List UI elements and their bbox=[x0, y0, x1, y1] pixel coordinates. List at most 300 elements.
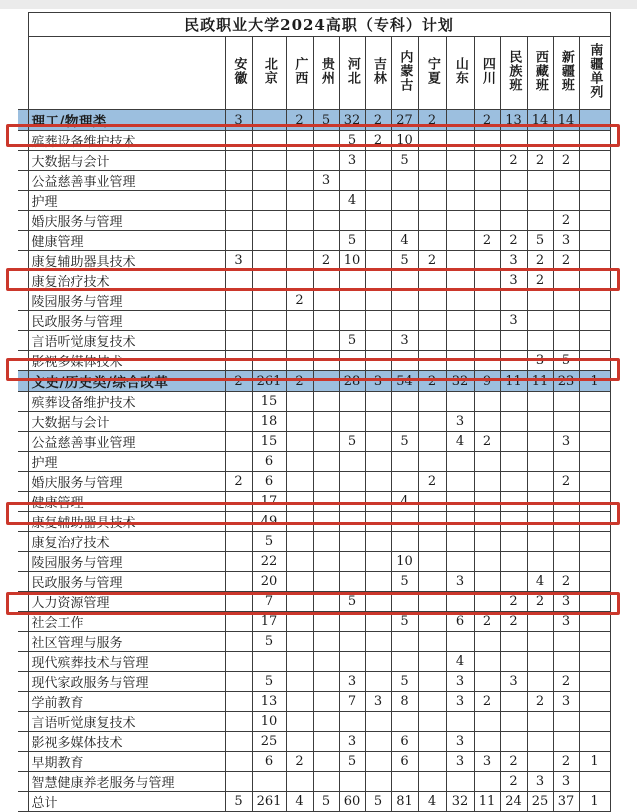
value-cell bbox=[225, 412, 252, 432]
value-cell: 5 bbox=[339, 432, 365, 452]
value-cell bbox=[500, 472, 527, 492]
value-cell: 2 bbox=[500, 231, 527, 251]
value-cell bbox=[313, 151, 339, 171]
col-header-0 bbox=[225, 37, 252, 110]
value-cell bbox=[365, 652, 391, 672]
col-header-label: 广西 bbox=[292, 57, 308, 85]
row-label: 早期教育 bbox=[28, 752, 225, 772]
value-cell: 9 bbox=[474, 371, 500, 392]
value-cell: 2 bbox=[418, 472, 446, 492]
value-cell bbox=[418, 191, 446, 211]
value-cell bbox=[286, 151, 313, 171]
value-cell bbox=[527, 452, 553, 472]
value-cell bbox=[313, 452, 339, 472]
value-cell bbox=[500, 191, 527, 211]
value-cell: 22 bbox=[252, 552, 286, 572]
value-cell bbox=[527, 472, 553, 492]
value-cell bbox=[579, 231, 610, 251]
row-label: 陵园服务与管理 bbox=[28, 291, 225, 311]
value-cell: 2 bbox=[474, 110, 500, 131]
value-cell bbox=[225, 772, 252, 792]
value-cell bbox=[579, 732, 610, 752]
highlight-box bbox=[6, 592, 620, 615]
table-row bbox=[18, 532, 610, 552]
value-cell: 10 bbox=[339, 251, 365, 271]
value-cell bbox=[527, 171, 553, 191]
table-row bbox=[18, 772, 610, 792]
value-cell: 5 bbox=[339, 752, 365, 772]
value-cell bbox=[579, 572, 610, 592]
value-cell bbox=[579, 712, 610, 732]
value-cell bbox=[365, 532, 391, 552]
row-label: 学前教育 bbox=[28, 692, 225, 712]
value-cell: 13 bbox=[500, 110, 527, 131]
value-cell: 2 bbox=[286, 371, 313, 392]
value-cell bbox=[579, 672, 610, 692]
value-cell: 2 bbox=[365, 131, 391, 151]
col-header-label: 宁夏 bbox=[424, 57, 440, 85]
value-cell: 6 bbox=[252, 452, 286, 472]
value-cell bbox=[527, 331, 553, 351]
value-cell bbox=[474, 412, 500, 432]
value-cell: 3 bbox=[225, 251, 252, 271]
value-cell bbox=[527, 672, 553, 692]
value-cell: 5 bbox=[527, 231, 553, 251]
value-cell bbox=[446, 532, 474, 552]
value-cell bbox=[418, 331, 446, 351]
value-cell bbox=[286, 532, 313, 552]
value-cell bbox=[500, 412, 527, 432]
value-cell: 6 bbox=[391, 732, 418, 752]
value-cell bbox=[418, 392, 446, 412]
left-strip-cell bbox=[18, 632, 28, 652]
row-label: 公益慈善事业管理 bbox=[28, 432, 225, 452]
left-strip-cell bbox=[18, 552, 28, 572]
value-cell bbox=[474, 291, 500, 311]
value-cell: 3 bbox=[339, 151, 365, 171]
value-cell bbox=[527, 552, 553, 572]
value-cell bbox=[365, 392, 391, 412]
value-cell: 4 bbox=[286, 792, 313, 812]
value-cell bbox=[446, 392, 474, 412]
program-column-header bbox=[28, 37, 225, 110]
value-cell: 14 bbox=[527, 110, 553, 131]
value-cell: 18 bbox=[252, 412, 286, 432]
value-cell: 3 bbox=[225, 110, 252, 131]
col-header-label: 吉林 bbox=[370, 57, 386, 85]
value-cell: 5 bbox=[391, 672, 418, 692]
value-cell bbox=[225, 191, 252, 211]
value-cell bbox=[339, 652, 365, 672]
row-label: 民政服务与管理 bbox=[28, 572, 225, 592]
value-cell: 6 bbox=[391, 752, 418, 772]
value-cell bbox=[286, 472, 313, 492]
row-label: 大数据与会计 bbox=[28, 412, 225, 432]
value-cell bbox=[225, 432, 252, 452]
value-cell: 3 bbox=[339, 732, 365, 752]
value-cell bbox=[474, 552, 500, 572]
value-cell: 10 bbox=[252, 712, 286, 732]
value-cell: 2 bbox=[553, 211, 579, 231]
value-cell bbox=[365, 632, 391, 652]
value-cell bbox=[446, 472, 474, 492]
value-cell: 3 bbox=[365, 692, 391, 712]
table-row bbox=[18, 191, 610, 211]
value-cell bbox=[313, 692, 339, 712]
value-cell bbox=[418, 291, 446, 311]
title-row bbox=[18, 13, 610, 37]
value-cell bbox=[500, 291, 527, 311]
value-cell: 24 bbox=[500, 792, 527, 812]
highlight-box bbox=[6, 268, 620, 291]
value-cell bbox=[286, 191, 313, 211]
value-cell bbox=[339, 392, 365, 412]
value-cell: 8 bbox=[391, 692, 418, 712]
value-cell bbox=[339, 472, 365, 492]
value-cell bbox=[418, 732, 446, 752]
value-cell: 81 bbox=[391, 792, 418, 812]
value-cell: 3 bbox=[474, 752, 500, 772]
value-cell: 3 bbox=[446, 672, 474, 692]
value-cell bbox=[446, 452, 474, 472]
row-label: 言语听觉康复技术 bbox=[28, 712, 225, 732]
value-cell bbox=[418, 231, 446, 251]
value-cell bbox=[225, 572, 252, 592]
value-cell bbox=[391, 392, 418, 412]
row-label: 现代殡葬技术与管理 bbox=[28, 652, 225, 672]
value-cell: 60 bbox=[339, 792, 365, 812]
row-label: 言语听觉康复技术 bbox=[28, 331, 225, 351]
value-cell bbox=[579, 472, 610, 492]
value-cell bbox=[313, 291, 339, 311]
value-cell: 49 bbox=[252, 512, 286, 532]
value-cell: 2 bbox=[527, 592, 553, 612]
value-cell bbox=[553, 291, 579, 311]
value-cell: 3 bbox=[313, 171, 339, 191]
row-label: 公益慈善事业管理 bbox=[28, 171, 225, 191]
value-cell bbox=[286, 692, 313, 712]
col-header-11 bbox=[527, 37, 553, 110]
value-cell bbox=[579, 291, 610, 311]
value-cell bbox=[418, 692, 446, 712]
value-cell: 5 bbox=[391, 151, 418, 171]
value-cell bbox=[500, 171, 527, 191]
value-cell bbox=[391, 452, 418, 472]
left-strip-cell bbox=[18, 572, 28, 592]
value-cell bbox=[446, 191, 474, 211]
value-cell bbox=[391, 171, 418, 191]
value-cell bbox=[579, 331, 610, 351]
value-cell: 2 bbox=[553, 672, 579, 692]
value-cell bbox=[500, 632, 527, 652]
value-cell bbox=[474, 311, 500, 331]
value-cell bbox=[474, 472, 500, 492]
value-cell: 2 bbox=[474, 231, 500, 251]
value-cell bbox=[225, 712, 252, 732]
value-cell: 4 bbox=[446, 652, 474, 672]
value-cell bbox=[339, 632, 365, 652]
col-header-label: 山东 bbox=[452, 57, 468, 85]
value-cell: 3 bbox=[553, 772, 579, 792]
highlight-box bbox=[6, 124, 620, 147]
value-cell bbox=[365, 452, 391, 472]
value-cell bbox=[286, 572, 313, 592]
value-cell: 2 bbox=[500, 612, 527, 632]
value-cell bbox=[474, 191, 500, 211]
value-cell: 2 bbox=[553, 251, 579, 271]
row-label: 影视多媒体技术 bbox=[28, 351, 225, 371]
value-cell bbox=[553, 311, 579, 331]
value-cell bbox=[225, 151, 252, 171]
row-label: 健康管理 bbox=[28, 492, 225, 512]
value-cell bbox=[418, 572, 446, 592]
value-cell bbox=[474, 452, 500, 472]
value-cell bbox=[474, 331, 500, 351]
value-cell: 28 bbox=[339, 371, 365, 392]
value-cell bbox=[391, 772, 418, 792]
table-row bbox=[18, 452, 610, 472]
value-cell bbox=[527, 732, 553, 752]
value-cell: 3 bbox=[500, 271, 527, 291]
value-cell bbox=[252, 171, 286, 191]
value-cell: 3 bbox=[391, 331, 418, 351]
value-cell bbox=[339, 532, 365, 552]
value-cell bbox=[579, 632, 610, 652]
value-cell: 5 bbox=[339, 592, 365, 612]
value-cell bbox=[579, 191, 610, 211]
value-cell: 1 bbox=[579, 752, 610, 772]
value-cell bbox=[313, 672, 339, 692]
value-cell: 5 bbox=[252, 672, 286, 692]
value-cell: 15 bbox=[252, 392, 286, 412]
left-strip-cell bbox=[18, 452, 28, 472]
left-strip-cell bbox=[18, 712, 28, 732]
value-cell: 6 bbox=[252, 472, 286, 492]
value-cell bbox=[313, 311, 339, 331]
value-cell bbox=[391, 291, 418, 311]
value-cell bbox=[286, 171, 313, 191]
value-cell: 10 bbox=[391, 552, 418, 572]
value-cell bbox=[553, 412, 579, 432]
value-cell bbox=[474, 171, 500, 191]
ghost-cell bbox=[18, 37, 28, 110]
value-cell bbox=[500, 712, 527, 732]
value-cell bbox=[391, 532, 418, 552]
table-row bbox=[18, 732, 610, 752]
value-cell: 5 bbox=[313, 110, 339, 131]
value-cell: 5 bbox=[339, 331, 365, 351]
col-header-10 bbox=[500, 37, 527, 110]
value-cell bbox=[446, 151, 474, 171]
value-cell bbox=[446, 211, 474, 231]
value-cell bbox=[339, 291, 365, 311]
value-cell bbox=[579, 311, 610, 331]
row-label: 社会工作 bbox=[28, 612, 225, 632]
value-cell bbox=[418, 452, 446, 472]
row-label: 影视多媒体技术 bbox=[28, 732, 225, 752]
col-header-label: 西藏班 bbox=[532, 50, 548, 92]
value-cell bbox=[313, 572, 339, 592]
col-header-label: 四川 bbox=[479, 57, 495, 85]
column-header-row bbox=[18, 37, 610, 110]
value-cell: 3 bbox=[500, 251, 527, 271]
value-cell: 5 bbox=[313, 792, 339, 812]
left-strip-cell bbox=[18, 752, 28, 772]
value-cell: 5 bbox=[391, 432, 418, 452]
left-strip-cell bbox=[18, 392, 28, 412]
value-cell bbox=[474, 392, 500, 412]
value-cell bbox=[252, 291, 286, 311]
value-cell bbox=[286, 772, 313, 792]
table-row bbox=[18, 472, 610, 492]
value-cell bbox=[418, 712, 446, 732]
col-header-2 bbox=[286, 37, 313, 110]
col-header-1 bbox=[252, 37, 286, 110]
value-cell: 2 bbox=[225, 472, 252, 492]
value-cell: 5 bbox=[391, 572, 418, 592]
value-cell bbox=[553, 532, 579, 552]
value-cell bbox=[313, 532, 339, 552]
value-cell bbox=[527, 432, 553, 452]
table-row bbox=[18, 331, 610, 351]
value-cell bbox=[527, 412, 553, 432]
row-label: 婚庆服务与管理 bbox=[28, 472, 225, 492]
value-cell: 2 bbox=[553, 151, 579, 171]
table-row bbox=[18, 291, 610, 311]
value-cell bbox=[252, 772, 286, 792]
col-header-label: 内蒙古 bbox=[397, 50, 413, 92]
row-label: 大数据与会计 bbox=[28, 151, 225, 171]
value-cell bbox=[500, 331, 527, 351]
value-cell: 5 bbox=[339, 131, 365, 151]
value-cell bbox=[500, 652, 527, 672]
col-header-8 bbox=[446, 37, 474, 110]
value-cell: 5 bbox=[553, 351, 579, 371]
value-cell bbox=[418, 151, 446, 171]
value-cell: 3 bbox=[339, 672, 365, 692]
value-cell bbox=[286, 712, 313, 732]
table-row bbox=[18, 392, 610, 412]
page-top-edge bbox=[0, 0, 637, 9]
value-cell bbox=[339, 311, 365, 331]
left-strip-cell bbox=[18, 672, 28, 692]
value-cell bbox=[553, 171, 579, 191]
value-cell bbox=[252, 311, 286, 331]
left-strip-cell bbox=[18, 231, 28, 251]
value-cell bbox=[527, 191, 553, 211]
col-header-6 bbox=[391, 37, 418, 110]
value-cell bbox=[500, 692, 527, 712]
left-strip-cell bbox=[18, 291, 28, 311]
value-cell: 3 bbox=[446, 732, 474, 752]
value-cell: 2 bbox=[527, 692, 553, 712]
value-cell bbox=[365, 712, 391, 732]
value-cell bbox=[579, 652, 610, 672]
value-cell bbox=[418, 171, 446, 191]
col-header-label: 民族班 bbox=[506, 50, 522, 92]
value-cell: 3 bbox=[553, 592, 579, 612]
value-cell: 5 bbox=[225, 792, 252, 812]
value-cell bbox=[553, 652, 579, 672]
value-cell bbox=[579, 772, 610, 792]
col-header-5 bbox=[365, 37, 391, 110]
value-cell: 2 bbox=[365, 110, 391, 131]
table-row bbox=[18, 572, 610, 592]
value-cell bbox=[365, 672, 391, 692]
value-cell bbox=[579, 552, 610, 572]
table-row bbox=[18, 211, 610, 231]
value-cell bbox=[313, 231, 339, 251]
value-cell bbox=[225, 632, 252, 652]
value-cell bbox=[446, 311, 474, 331]
value-cell bbox=[553, 191, 579, 211]
value-cell bbox=[579, 452, 610, 472]
value-cell bbox=[313, 712, 339, 732]
value-cell bbox=[418, 432, 446, 452]
value-cell bbox=[553, 632, 579, 652]
value-cell bbox=[313, 652, 339, 672]
value-cell: 4 bbox=[391, 492, 418, 512]
value-cell: 5 bbox=[391, 251, 418, 271]
value-cell bbox=[553, 331, 579, 351]
value-cell: 7 bbox=[339, 692, 365, 712]
left-strip-cell bbox=[18, 191, 28, 211]
value-cell bbox=[365, 331, 391, 351]
value-cell bbox=[446, 632, 474, 652]
left-strip-cell bbox=[18, 732, 28, 752]
value-cell bbox=[418, 552, 446, 572]
value-cell bbox=[579, 532, 610, 552]
value-cell bbox=[418, 211, 446, 231]
value-cell bbox=[446, 291, 474, 311]
table-row bbox=[18, 672, 610, 692]
highlight-box bbox=[6, 358, 620, 381]
value-cell bbox=[313, 211, 339, 231]
value-cell bbox=[365, 311, 391, 331]
value-cell: 4 bbox=[446, 432, 474, 452]
value-cell: 2 bbox=[418, 251, 446, 271]
value-cell bbox=[365, 231, 391, 251]
value-cell bbox=[252, 231, 286, 251]
value-cell bbox=[474, 211, 500, 231]
value-cell bbox=[225, 331, 252, 351]
table-row bbox=[18, 692, 610, 712]
value-cell: 20 bbox=[252, 572, 286, 592]
highlight-box bbox=[6, 502, 620, 525]
row-label: 陵园服务与管理 bbox=[28, 552, 225, 572]
value-cell: 37 bbox=[553, 792, 579, 812]
value-cell bbox=[474, 572, 500, 592]
value-cell bbox=[553, 712, 579, 732]
row-label: 护理 bbox=[28, 452, 225, 472]
value-cell bbox=[391, 211, 418, 231]
value-cell: 4 bbox=[339, 191, 365, 211]
value-cell bbox=[579, 151, 610, 171]
value-cell bbox=[391, 191, 418, 211]
value-cell bbox=[579, 171, 610, 191]
value-cell bbox=[339, 712, 365, 732]
table-row bbox=[18, 171, 610, 191]
value-cell: 2 bbox=[500, 772, 527, 792]
value-cell: 3 bbox=[446, 572, 474, 592]
value-cell bbox=[225, 532, 252, 552]
value-cell: 54 bbox=[391, 371, 418, 392]
value-cell bbox=[527, 712, 553, 732]
value-cell bbox=[553, 552, 579, 572]
value-cell: 2 bbox=[553, 752, 579, 772]
value-cell bbox=[579, 412, 610, 432]
value-cell: 2 bbox=[553, 472, 579, 492]
